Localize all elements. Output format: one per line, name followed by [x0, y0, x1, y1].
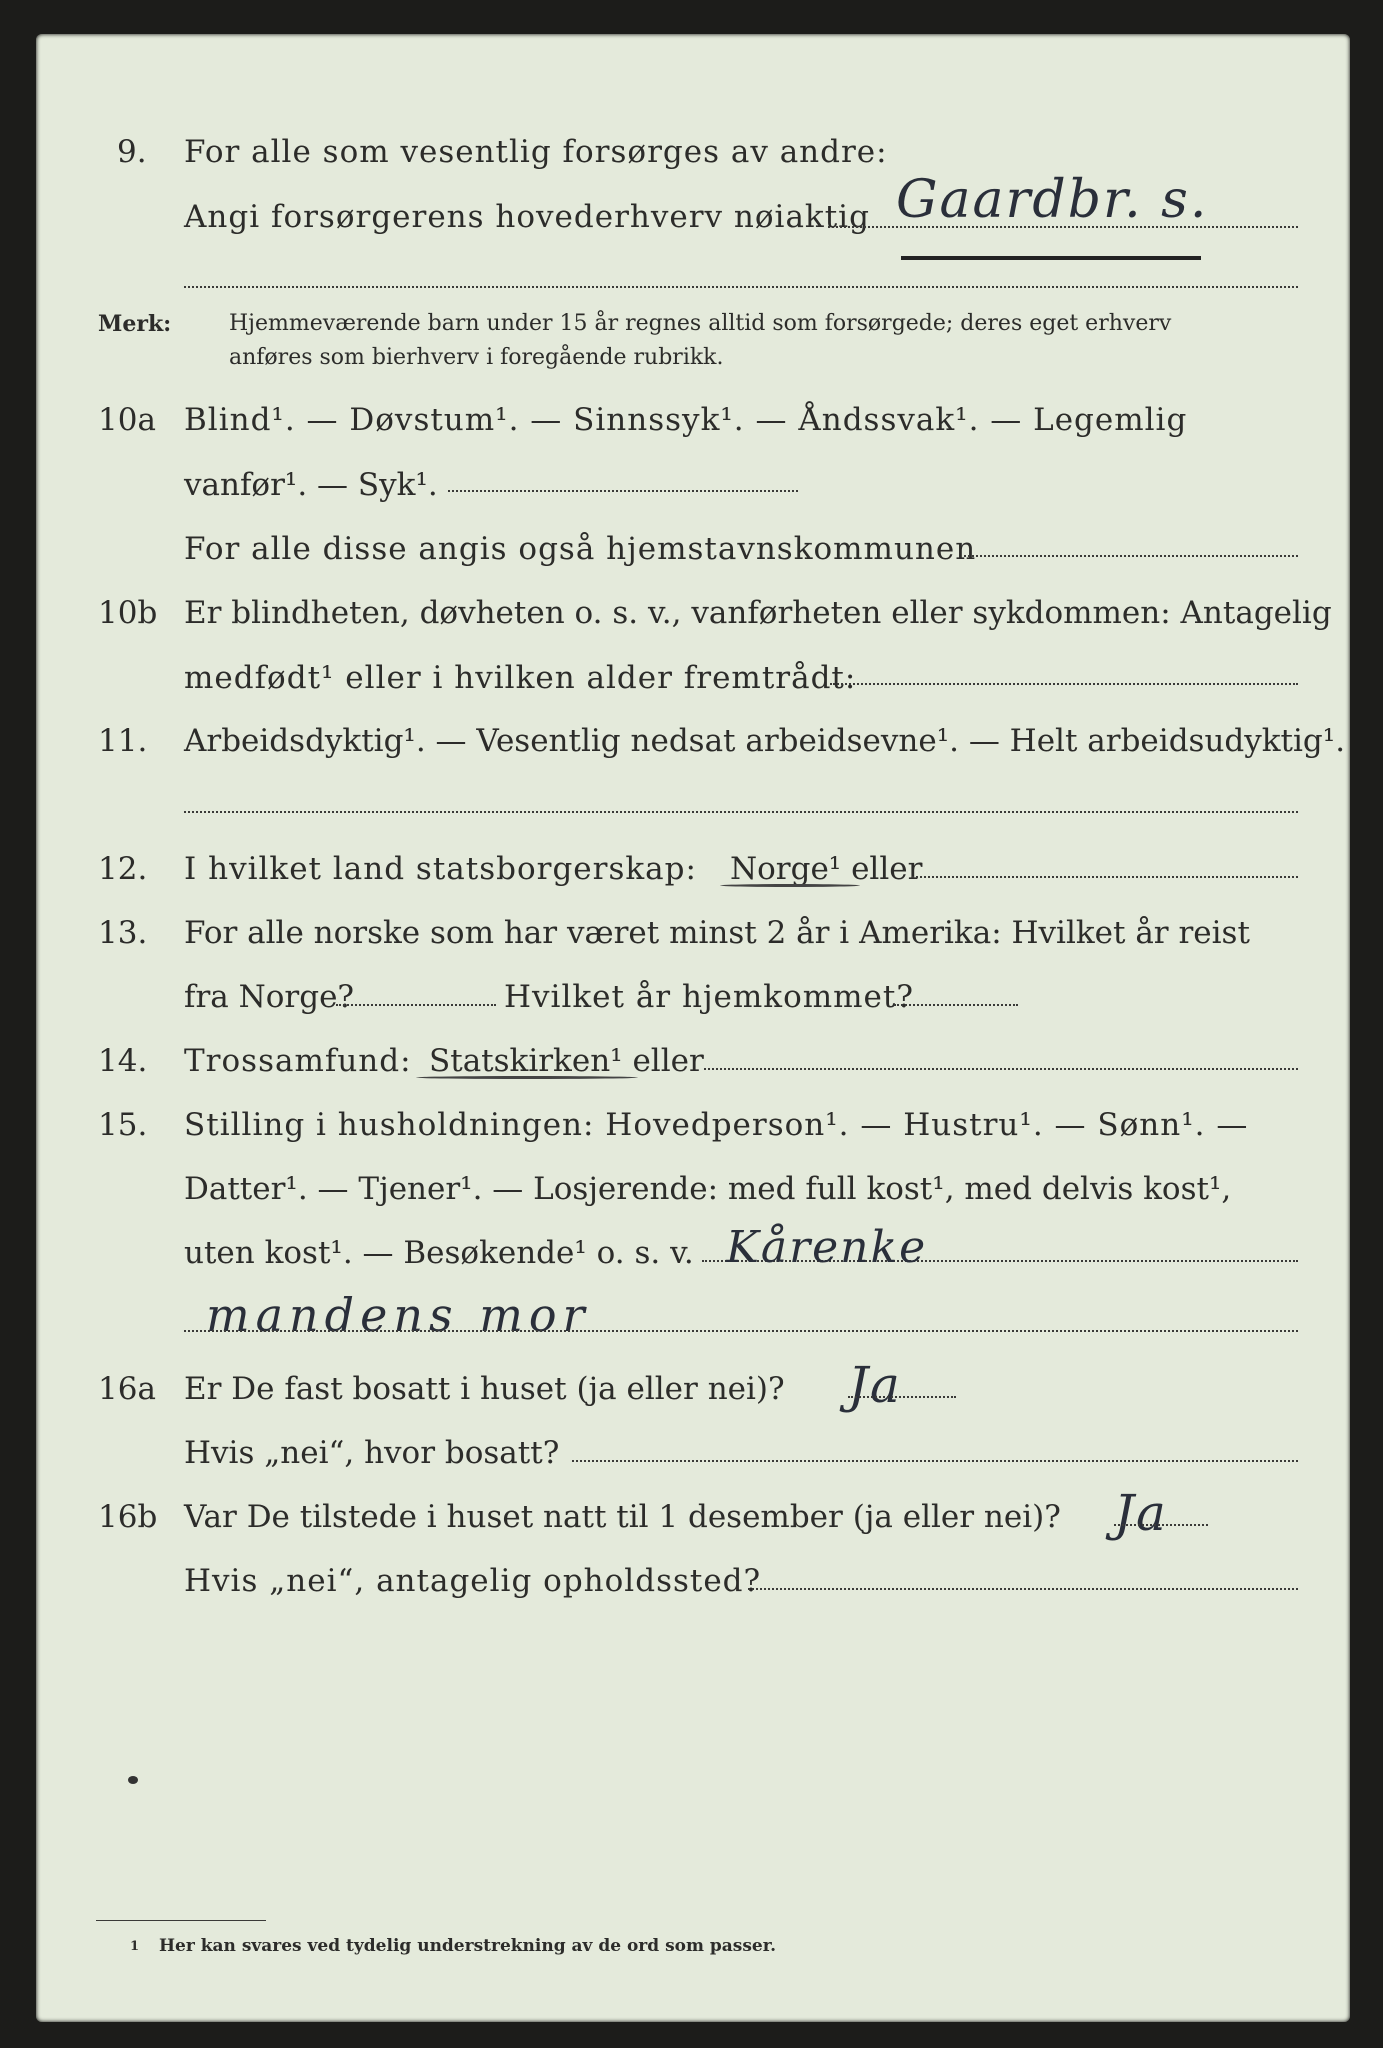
- footnote-rule: [96, 1920, 266, 1921]
- q14-statskirken-underline: [416, 1076, 638, 1079]
- q15-line1: Stilling i husholdningen: Hovedperson¹. — Hustru¹. — Sønn¹. —: [184, 1107, 1249, 1143]
- footnote-text: Her kan svares ved tydelig understrekning av de ord som passer.: [159, 1936, 777, 1956]
- q12-answer-line: [912, 876, 1298, 878]
- q9-extra-line: [184, 286, 1298, 288]
- q13-number: 13.: [98, 915, 148, 951]
- q14-answer-line: [704, 1068, 1298, 1070]
- q13-reist-line: [336, 1004, 496, 1006]
- q16a-bosatt-line: [572, 1460, 1298, 1462]
- q16b-answer-line: [1114, 1524, 1208, 1526]
- q16b-opholdssted-line: [748, 1588, 1298, 1590]
- q13-line2b: Hvilket år hjemkommet?: [504, 979, 914, 1015]
- q15-handwritten-answer2: mandens mor: [206, 1288, 591, 1342]
- q9-line1: For alle som vesentlig forsørges av andre:: [184, 134, 888, 170]
- q16a-line2: Hvis „nei“, hvor bosatt?: [184, 1435, 560, 1471]
- q9-number: 9.: [117, 134, 147, 170]
- q10a-answer-line: [448, 490, 798, 492]
- q9-answer-underline: [901, 256, 1201, 260]
- q11-number: 11.: [98, 723, 148, 759]
- q12-norge-underline: [720, 884, 860, 887]
- q16a-handwritten-answer: Ja: [848, 1356, 902, 1414]
- q15-line3: uten kost¹. — Besøkende¹ o. s. v.: [184, 1235, 694, 1271]
- ink-dot: [128, 1776, 138, 1784]
- merk-line2: anføres som bierhverv i foregående rubrikk.: [229, 345, 724, 370]
- q9-handwritten-answer: Gaardbr. s.: [896, 170, 1209, 230]
- q10a-number: 10a: [98, 402, 156, 438]
- q10a-line1: Blind¹. — Døvstum¹. — Sinnssyk¹. — Åndssvak¹. — Legemlig: [184, 402, 1188, 438]
- q11-line1: Arbeidsdyktig¹. — Vesentlig nedsat arbeidsevne¹. — Helt arbeidsudyktig¹.: [184, 723, 1346, 759]
- q13-line2a: fra Norge?: [184, 979, 355, 1015]
- q12-line1b: Norge¹ eller: [730, 851, 923, 887]
- merk-label: Merk:: [98, 311, 172, 337]
- q15-line2: Datter¹. — Tjener¹. — Losjerende: med full kost¹, med delvis kost¹,: [184, 1171, 1232, 1207]
- q16a-number: 16a: [98, 1371, 156, 1407]
- q10a-line3: For alle disse angis også hjemstavnskommunen: [184, 531, 977, 567]
- census-form-page: [36, 34, 1350, 2022]
- q10b-answer-line: [830, 683, 1298, 685]
- q13-hjemkommet-line: [894, 1004, 1018, 1006]
- q10b-line2: medfødt¹ eller i hvilken alder fremtrådt:: [184, 660, 857, 696]
- q9-line2: Angi forsørgerens hovederhverv nøiaktig: [184, 199, 870, 235]
- q12-line1a: I hvilket land statsborgerskap:: [184, 851, 697, 887]
- q16a-answer-line: [848, 1396, 956, 1398]
- footnote-mark: 1: [130, 1939, 140, 1954]
- q14-line1b: Statskirken¹ eller: [429, 1043, 704, 1079]
- q11-extra-line: [184, 811, 1298, 813]
- q13-line1: For alle norske som har været minst 2 år i Amerika: Hvilket år reist: [184, 915, 1250, 951]
- q10b-line1: Er blindheten, døvheten o. s. v., vanførheten eller sykdommen: Antagelig: [184, 595, 1332, 631]
- merk-line1: Hjemmeværende barn under 15 år regnes alltid som forsørgede; deres eget erhverv: [229, 311, 1172, 336]
- q10a-kommune-line: [964, 555, 1298, 557]
- q12-number: 12.: [98, 851, 148, 887]
- q14-line1a: Trossamfund:: [184, 1043, 412, 1079]
- q15-handwritten-answer1: Kårenke: [726, 1222, 928, 1273]
- q16b-line1: Var De tilstede i huset natt til 1 desember (ja eller nei)?: [184, 1499, 1061, 1535]
- q14-number: 14.: [98, 1043, 148, 1079]
- q16b-handwritten-answer: Ja: [1114, 1484, 1168, 1542]
- q10b-number: 10b: [98, 595, 158, 631]
- q16a-line1: Er De fast bosatt i huset (ja eller nei)?: [184, 1371, 785, 1407]
- q15-number: 15.: [98, 1107, 148, 1143]
- q10a-line2: vanfør¹. — Syk¹.: [184, 467, 438, 503]
- q15-extra-line: [184, 1330, 1298, 1332]
- q16b-number: 16b: [98, 1499, 158, 1535]
- q16b-line2: Hvis „nei“, antagelig opholdssted?: [184, 1563, 762, 1599]
